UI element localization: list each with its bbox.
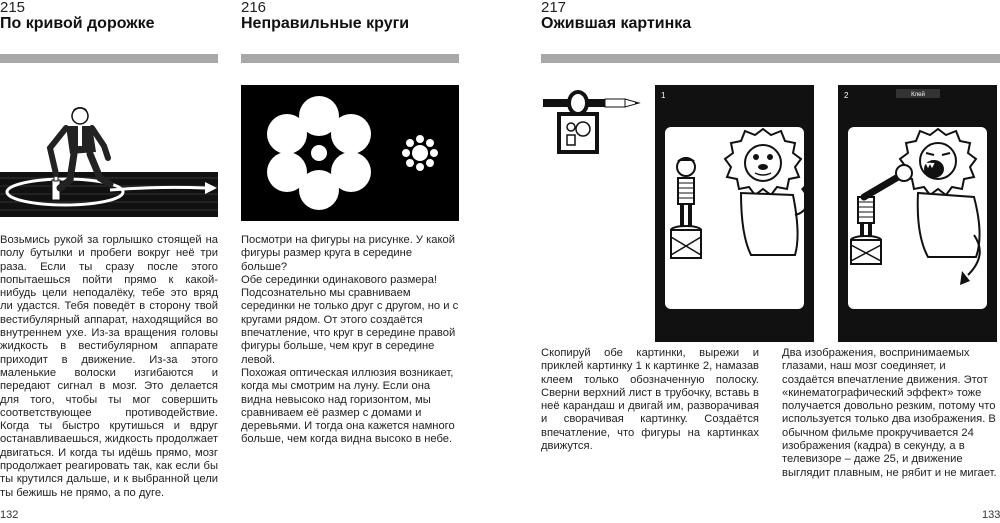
section-number-216: 216 — [241, 0, 267, 16]
section-rule-215 — [0, 54, 218, 63]
section-text-217-left — [541, 347, 759, 453]
paragraph: Скопируй обе картинки, вырежи и приклей картинку 1 к картинке 2, намазав клеем только обозначенную полоску. Сверни верхний лист в трубочку, вставь в неё карандаш и двигай им, разворачивая и сворачивая картинку. Создаётся впечатление, что фигуры на картинках движутся. — [541, 347, 759, 453]
picture-card-1 — [655, 85, 814, 342]
paragraph: Похожая оптическая иллюзия возникает, когда мы смотрим на луну. Если она видна невысоко над горизонтом, мы сравниваем её размер с домами и деревьями. И тогда она кажется намного больше, чем когда видна высоко в небе. — [241, 366, 455, 446]
page-number-left: 132 — [0, 509, 19, 521]
circles-illusion-illustration — [241, 85, 459, 221]
card-1-label: 1 — [661, 91, 666, 100]
section-text-216 — [241, 234, 459, 447]
pencil-roll-illustration — [541, 87, 641, 157]
paragraph: Посмотри на фигуры на рисунке. У какой фигуры размер круга в середине больше? — [241, 234, 455, 273]
section-text-217-right — [782, 347, 1000, 480]
paragraph: Обе серединки одинакового размера! Подсознательно мы сравниваем серединки не только друг с другом, но и с кругами рядом. От этого создаётся впечатление, что круг в середине правой фигуры больше, чем круг в середине левой. — [241, 273, 459, 366]
section-number-217: 217 — [541, 0, 567, 16]
section-title-217: Ожившая картинка — [541, 15, 692, 32]
page-number-right: 133 — [982, 509, 1000, 521]
paragraph: Возьмись рукой за горлышко стоящей на полу бутылки и пробеги вокруг неё три раза. Если ты сразу после этого попытаешься пойти прямо к какой-нибудь цели неподалёку, тебе это вряд ли удастся. Тебя поведёт в сторону твой вестибулярный аппарат, находящийся во внутреннем ухе. Из-за вращения головы жидкость в вестибулярном аппарате приходит в движение. Из-за этого маленькие волоски изгибаются и передают сигнал в мозг. Это делается для того, чтобы ты мог совершить соответствующее противодействие. Когда ты быстро крутишься и вдруг останавливаешься, жидкость продолжает двигаться. И когда ты идёшь прямо, мозг продолжает реагировать так, как если бы ты крутился дальше, и к выбранной цели ты бежишь не прямо, а по дуге. — [0, 234, 218, 499]
section-rule-216 — [241, 54, 459, 63]
section-number-215: 215 — [0, 0, 26, 16]
section-text-215 — [0, 234, 218, 500]
section-title-216: Неправильные круги — [241, 15, 410, 32]
section-title-215: По кривой дорожке — [0, 15, 155, 32]
picture-card-2 — [838, 85, 997, 342]
section-rule-217 — [541, 54, 1000, 63]
glue-strip-label: Клей — [911, 92, 925, 98]
bottle-run-illustration — [0, 100, 218, 222]
card-2-label: 2 — [844, 91, 849, 100]
paragraph: Два изображения, воспринимаемых глазами, наш мозг соединяет, и создаётся впечатление движения. Этот «кинематографический эффект» тоже получается довольно резким, потому что используется только два изображения. В обычном фильме прокручивается 24 изображения (кадра) в секунду, а в телевизоре – даже 25, и движение выглядит плавным, не рябит и не мигает. — [782, 347, 997, 479]
